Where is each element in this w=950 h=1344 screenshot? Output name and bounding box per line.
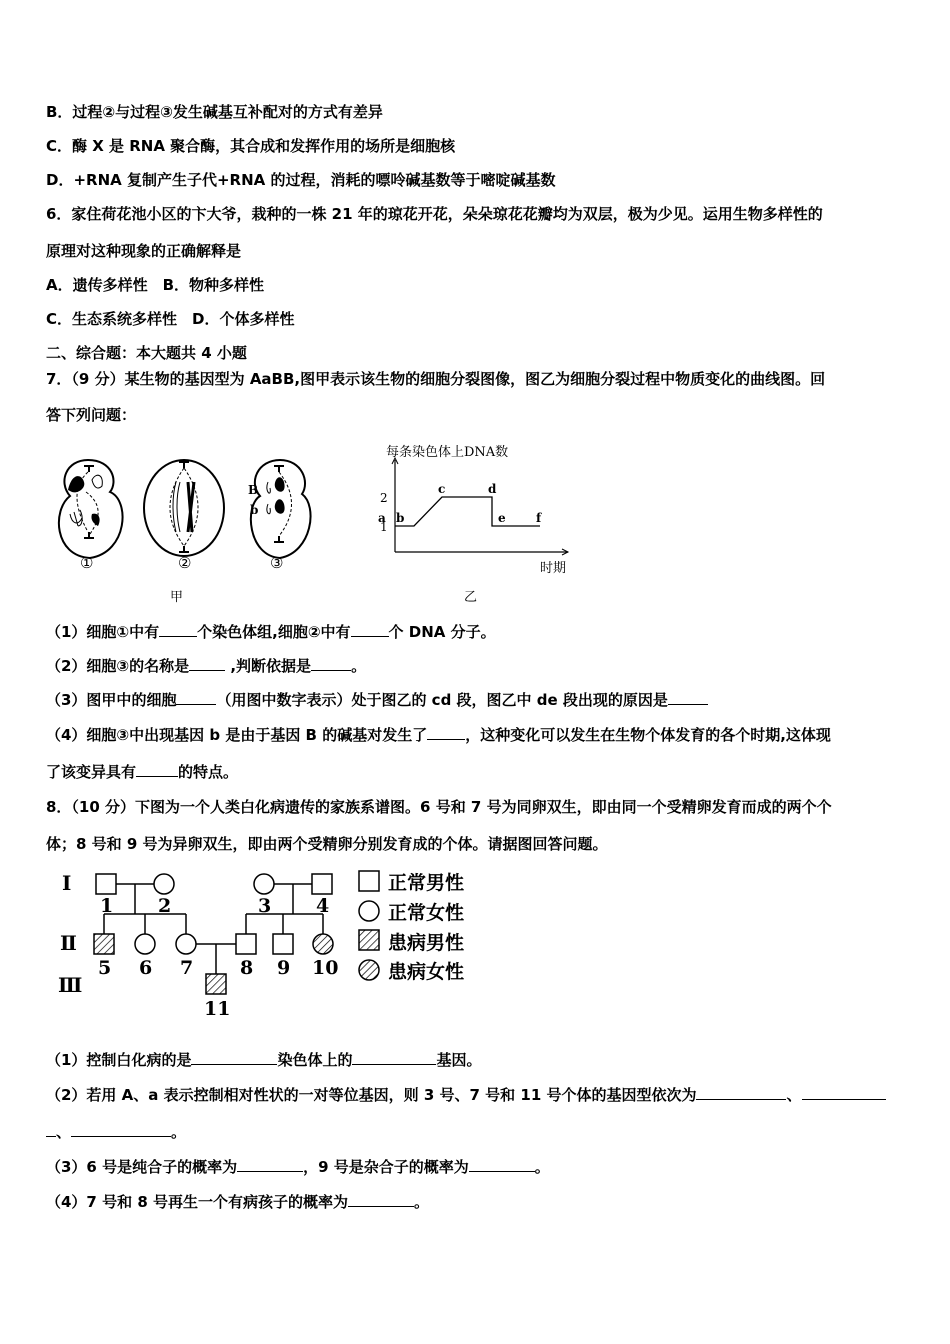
- q8-sub4: [46, 1192, 429, 1212]
- q5-option-d: D．+RNA 复制产生子代+RNA 的过程，消耗的嘌呤碱基数等于嘧啶碱基数: [46, 171, 556, 189]
- q7-sub3: [46, 690, 708, 710]
- individual-5: [94, 934, 114, 954]
- q7-sub4-blank-1[interactable]: [427, 725, 465, 740]
- chart-point-label-c: c: [438, 482, 446, 496]
- q6-stem-line1: 6．家住荷花池小区的卞大爷，栽种的一株 21 年的琼花开花，朵朵琼花花瓣均为双层，极为少见。运用生物多样性的: [46, 205, 823, 223]
- figure-yi-caption: 乙: [464, 590, 478, 605]
- legend-affected-male-icon: [359, 930, 379, 950]
- q8-sub2-end: 。: [171, 1123, 187, 1141]
- q7-stem-line2: 答下列问题：: [46, 406, 137, 424]
- q8-stem-line2: 体；8 号和 9 号为异卵双生，即由两个受精卵分别发育成的个体。请据图回答问题。: [46, 835, 608, 853]
- q8-sub1-text-b: 染色体上的: [277, 1051, 353, 1069]
- q7-sub4-text-b: ，这种变化可以发生在生物个体发育的各个时期,这体现: [465, 726, 831, 744]
- q5-option-c: C．酶 X 是 RNA 聚合酶，其合成和发挥作用的场所是细胞核: [46, 137, 456, 155]
- q8-sub4-blank-1[interactable]: [348, 1192, 414, 1207]
- individual-8: [236, 934, 256, 954]
- q8-sub1-text-c: 基因。: [436, 1051, 482, 1069]
- q6-options-cd: C．生态系统多样性 D．个体多样性: [46, 310, 295, 328]
- individual-11: [206, 974, 226, 994]
- q8-sub4-text-a: （4）7 号和 8 号再生一个有病孩子的概率为: [46, 1193, 348, 1211]
- legend-normal-male-icon: [359, 871, 379, 891]
- generation-label-3: Ⅲ: [58, 973, 83, 997]
- cell-label-1: ①: [80, 554, 94, 572]
- cell-3-diagram: [248, 460, 311, 558]
- q7-sub3-blank-2[interactable]: [668, 690, 708, 705]
- q8-sub1-blank-2[interactable]: [352, 1050, 436, 1065]
- pedigree-chart: [52, 864, 352, 1024]
- individual-10: [313, 934, 333, 954]
- q7-sub4-text-c: 了该变异具有: [46, 763, 137, 781]
- individual-label-2: 2: [158, 895, 172, 917]
- chart-point-label-d: d: [488, 482, 497, 496]
- cell-1-diagram: [59, 460, 123, 558]
- figure-jia-caption: 甲: [170, 590, 184, 605]
- chart-xlabel: 时期: [540, 561, 567, 576]
- q6-options-ab: A．遗传多样性 B．物种多样性: [46, 276, 265, 294]
- gene-label-b: b: [250, 503, 259, 517]
- q8-sub2-text-a: （2）若用 A、a 表示控制相对性状的一对等位基因，则 3 号、7 号和 11 号个体的基因型依次为: [46, 1086, 697, 1104]
- q7-sub4-text-d: 的特点。: [178, 763, 239, 781]
- chart-y-tick-1: 1: [380, 520, 388, 534]
- chart-point-label-f: f: [536, 511, 542, 525]
- q7-sub1-blank-1[interactable]: [159, 622, 197, 637]
- q8-sub3-text-a: （3）6 号是纯合子的概率为: [46, 1158, 238, 1176]
- legend-affected-male: 患病男性: [388, 932, 465, 954]
- legend-normal-female: 正常女性: [388, 902, 465, 924]
- legend-normal-female-icon: [359, 901, 379, 921]
- individual-label-10: 10: [312, 957, 339, 979]
- legend-affected-female: 患病女性: [388, 961, 465, 983]
- q7-sub4-line1: [46, 725, 831, 745]
- figure-jia-cells: [48, 452, 318, 572]
- individual-label-1: 1: [100, 895, 114, 917]
- q8-sub2-blank-2[interactable]: [802, 1085, 886, 1100]
- q7-sub2-text-c: 。: [351, 657, 367, 675]
- q8-stem-line1: 8．（10 分）下图为一个人类白化病遗传的家族系谱图。6 号和 7 号为同卵双生，即由同一个受精卵发育而成的两个个: [46, 798, 832, 816]
- chart-series-line: [395, 497, 540, 526]
- individual-label-4: 4: [316, 895, 330, 917]
- q6-stem-line2: 原理对这种现象的正确解释是: [46, 242, 242, 260]
- individual-label-7: 7: [180, 957, 194, 979]
- individual-label-8: 8: [240, 957, 254, 979]
- q7-sub4-blank-2[interactable]: [136, 762, 178, 777]
- q8-sub2-blank-1[interactable]: [696, 1085, 786, 1100]
- individual-6: [135, 934, 155, 954]
- individual-label-11: 11: [204, 998, 231, 1020]
- gene-label-B: B: [248, 483, 259, 497]
- generation-label-2: Ⅱ: [60, 931, 77, 955]
- q8-sub2-blank-2-cont[interactable]: [46, 1122, 56, 1137]
- q8-sub3: [46, 1157, 550, 1177]
- q8-sub1-blank-1[interactable]: [191, 1050, 277, 1065]
- chart-y-tick-2: 2: [380, 491, 388, 505]
- q7-sub4-line2: [46, 762, 238, 782]
- section-2-heading: 二、综合题：本大题共 4 小题: [46, 344, 247, 362]
- q8-sub1: [46, 1050, 481, 1070]
- q7-sub1-blank-2[interactable]: [351, 622, 389, 637]
- q7-sub2-text-a: （2）细胞③的名称是: [46, 657, 190, 675]
- q7-sub3-blank-1[interactable]: [176, 690, 216, 705]
- q8-sub4-text-b: 。: [413, 1193, 429, 1211]
- individual-label-3: 3: [258, 895, 272, 917]
- cell-label-2: ②: [178, 554, 192, 572]
- q8-sub2-line1: [46, 1085, 886, 1105]
- q8-sub3-text-c: 。: [534, 1158, 550, 1176]
- q7-sub1-text-b: 个染色体组,细胞②中有: [197, 623, 351, 641]
- q8-sub2-blank-3[interactable]: [71, 1122, 171, 1137]
- q8-sub3-blank-2[interactable]: [469, 1157, 535, 1172]
- individual-1: [96, 874, 116, 894]
- individual-3: [254, 874, 274, 894]
- pedigree-legend-symbols: [356, 868, 382, 988]
- individual-label-9: 9: [277, 957, 291, 979]
- q7-sub1-text-c: 个 DNA 分子。: [388, 623, 496, 641]
- individual-4: [312, 874, 332, 894]
- q7-sub2: [46, 656, 366, 676]
- q7-sub3-text-b: （用图中数字表示）处于图乙的 cd 段，图乙中 de 段出现的原因是: [216, 691, 668, 709]
- q8-sub2-line2: [46, 1122, 186, 1142]
- q7-stem-line1: 7．（9 分）某生物的基因型为 AaBB,图甲表示该生物的细胞分裂图像，图乙为细胞分裂过程中物质变化的曲线图。回: [46, 370, 826, 388]
- q7-sub1-text-a: （1）细胞①中有: [46, 623, 160, 641]
- q5-option-b: B．过程②与过程③发生碱基互补配对的方式有差异: [46, 103, 383, 121]
- q7-sub1: [46, 622, 496, 642]
- q7-sub2-text-b: ,判断依据是: [225, 657, 312, 675]
- q8-sub3-blank-1[interactable]: [237, 1157, 303, 1172]
- generation-label-1: Ⅰ: [62, 871, 72, 895]
- chart-point-label-b: b: [396, 511, 405, 525]
- individual-9: [273, 934, 293, 954]
- cell-2-diagram: [144, 460, 224, 556]
- q8-sub3-text-b: ，9 号是杂合子的概率为: [303, 1158, 469, 1176]
- individual-label-5: 5: [98, 957, 112, 979]
- q8-sub2-sep-1: 、: [786, 1086, 802, 1104]
- q7-sub3-text-a: （3）图甲中的细胞: [46, 691, 177, 709]
- individual-2: [154, 874, 174, 894]
- figure-yi-chart: [372, 436, 592, 580]
- q7-sub2-blank-1[interactable]: [189, 656, 225, 671]
- legend-affected-female-icon: [359, 960, 379, 980]
- q7-sub4-text-a: （4）细胞③中出现基因 b 是由于基因 B 的碱基对发生了: [46, 726, 428, 744]
- chart-point-label-e: e: [498, 511, 506, 525]
- q8-sub2-sep-2: 、: [56, 1123, 72, 1141]
- chart-ylabel: 每条染色体上DNA数: [386, 445, 509, 460]
- individual-label-6: 6: [139, 957, 153, 979]
- q8-sub1-text-a: （1）控制白化病的是: [46, 1051, 192, 1069]
- q7-sub2-blank-2[interactable]: [311, 656, 351, 671]
- individual-7: [176, 934, 196, 954]
- legend-normal-male: 正常男性: [388, 872, 465, 894]
- cell-label-3: ③: [270, 554, 284, 572]
- chart-point-label-a: a: [378, 511, 386, 525]
